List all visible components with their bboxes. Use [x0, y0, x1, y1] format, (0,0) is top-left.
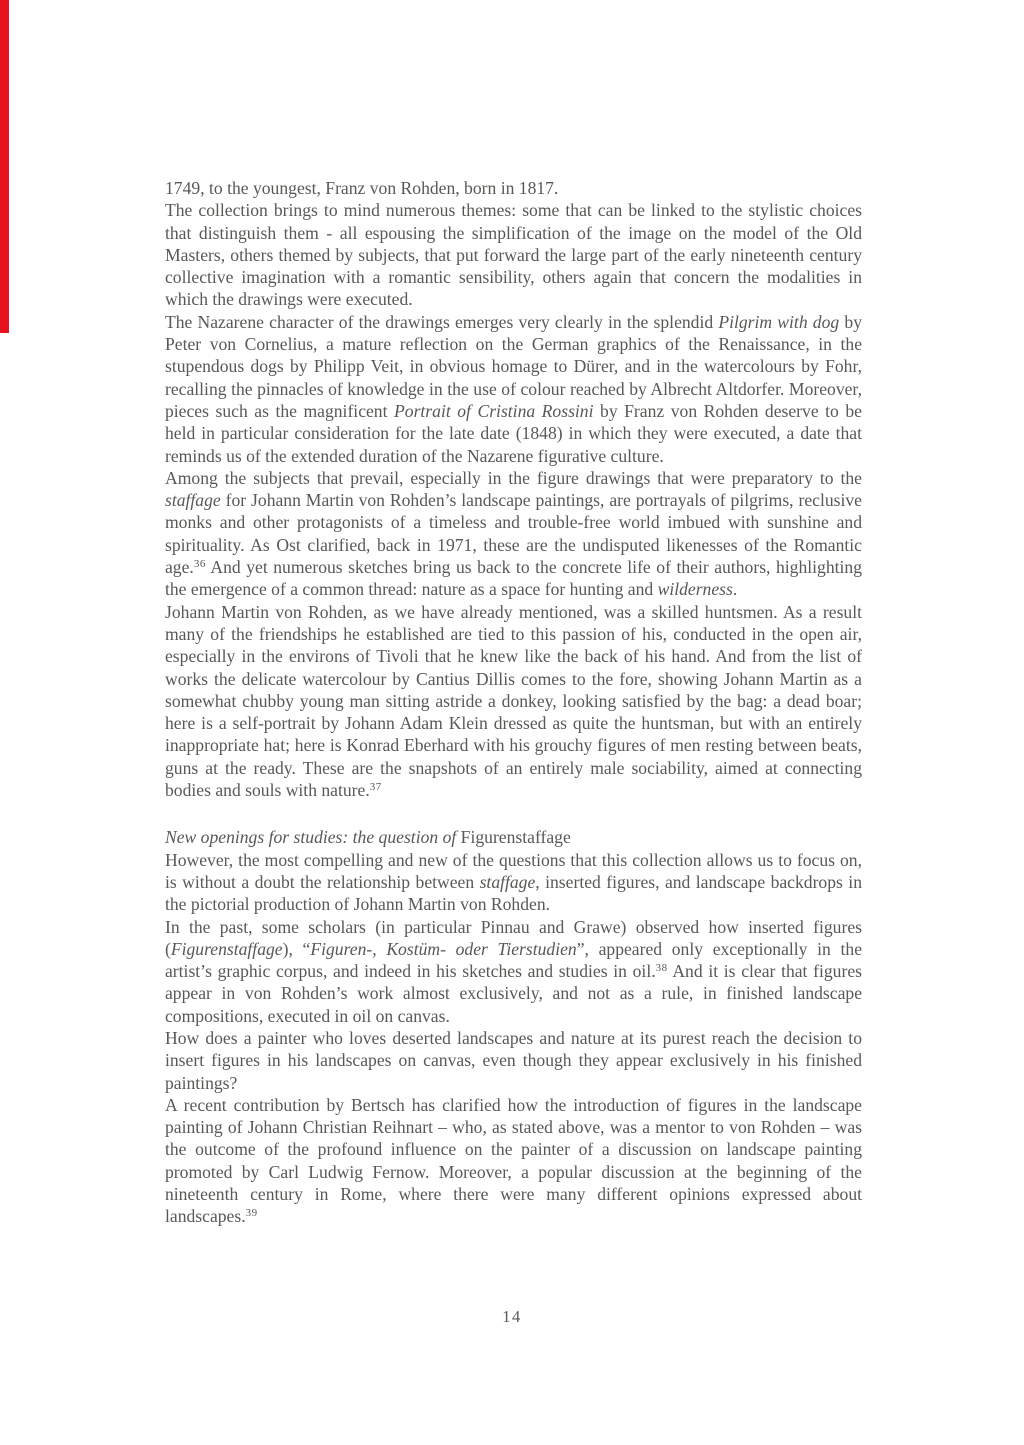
paragraph — [165, 467, 862, 601]
text-run: Johann Martin von Rohden, as we have already mentioned, was a skilled huntsmen. As a result many of the friendships he established are tied to this passion of his, conducted in the open air, especially in the environs of Tivoli that he knew like the back of his hand. And from the list of works the delicate watercolour by Cantius Dillis comes to the fore, showing Johann Martin as a somewhat chubby young man sitting astride a donkey, looking satisfied by the bag: a dead boar; here is a self-portrait by Johann Adam Klein dressed as quite the huntsman, but with an entirely inappropriate hat; here is Konrad Eberhard with his grouchy figures of men resting between beats, guns at the ready. These are the snapshots of an entirely male sociability, aimed at connecting bodies and souls with nature. — [165, 601, 862, 801]
text-run: Figurenstaffage — [460, 827, 571, 848]
section-heading — [165, 826, 862, 848]
text-run: ”, appeared only exceptionally in the artist’s graphic corpus, and indeed in his sketches and studies in oil. — [165, 938, 862, 982]
text-run: Figuren-, Kostüm- oder Tierstudien — [310, 938, 577, 959]
text-run: staffage — [165, 490, 221, 511]
footnote-reference: 39 — [245, 1207, 258, 1220]
text-run: New openings for studies: the question of — [165, 827, 461, 848]
paragraph — [165, 177, 862, 199]
footnote-reference: 37 — [369, 781, 382, 794]
text-run: And yet numerous sketches bring us back to the concrete life of their authors, highlighting the emergence of a common thread: nature as a space for hunting and — [165, 557, 862, 600]
text-run: wilderness — [657, 579, 733, 600]
paragraph — [165, 1027, 862, 1094]
text-run: The collection brings to mind numerous themes: some that can be linked to the stylistic choices that distinguish them - all espousing the simplification of the image on the model of the Old Masters, others themed by subjects, that put forward the large part of the early nineteenth century collective imagination with a romantic sensibility, others again that concern the modalities in which the drawings were executed. — [165, 200, 862, 310]
text-block — [165, 177, 862, 1228]
text-run: for Johann Martin von Rohden’s landscape paintings, are portrayals of pilgrims, reclusive monks and other protagonists of a timeless and trouble-free world imbued with sunshine and spirituality. As Ost clarified, back in 1971, these are the undisputed likenesses of the Romantic age. — [165, 490, 862, 578]
text-run: Figurenstaffage — [170, 938, 283, 959]
footnote-reference: 36 — [193, 558, 206, 571]
text-run: Portrait of Cristina Rossini — [394, 400, 594, 421]
text-run: The Nazarene character of the drawings emerges very clearly in the splendid — [165, 311, 719, 332]
text-run: by Franz von Rohden deserve to be held in particular consideration for the late date (1848) in which they were executed, a date that reminds us of the extended duration of the Nazarene figurative culture. — [165, 400, 862, 466]
paragraph — [165, 199, 862, 310]
text-run: by Peter von Cornelius, a mature reflection on the German graphics of the Renaissance, in the stupendous dogs by Philipp Veit, in obvious homage to Dürer, and in the watercolours by Fohr, recalling the pinnacles of knowledge in the use of colour reached by Albrecht Altdorfer. Moreover, pieces such as the magnificent — [165, 311, 862, 421]
paragraph — [165, 1094, 862, 1228]
text-run: . — [732, 579, 738, 600]
text-run: A recent contribution by Bertsch has clarified how the introduction of figures in the landscape painting of Johann Christian Reihnart – who, as stated above, was a mentor to von Rohden – was the outcome of the profound influence on the painter of a discussion on landscape painting promoted by Carl Ludwig Fernow. Moreover, a popular discussion at the beginning of the nineteenth century in Rome, where there were many different opinions expressed about landscapes. — [165, 1094, 862, 1227]
text-run: ), “ — [282, 938, 311, 959]
text-run: However, the most compelling and new of the questions that this collection allows us to focus on, is without a doubt the relationship between — [165, 849, 862, 892]
paragraph — [165, 916, 862, 1027]
paragraph — [165, 601, 862, 802]
paragraph — [165, 849, 862, 916]
text-run: staffage — [479, 871, 536, 892]
text-run: 1749, to the youngest, Franz von Rohden, born in 1817. — [165, 178, 559, 198]
footnote-reference: 38 — [655, 962, 668, 975]
red-edge-stripe — [0, 0, 9, 333]
text-run: Among the subjects that prevail, especially in the figure drawings that were preparatory to the — [165, 467, 862, 488]
text-run: , inserted figures, and landscape backdrops in the pictorial production of Johann Martin von Rohden. — [165, 871, 862, 915]
text-run: And it is clear that figures appear in von Rohden’s work almost exclusively, and not as a rule, in finished landscape compositions, executed in oil on canvas. — [165, 961, 862, 1026]
paragraph — [165, 311, 862, 467]
text-run: In the past, some scholars (in particular Pinnau and Grawe) observed how inserted figures ( — [165, 916, 862, 959]
page-number: 14 — [502, 1307, 522, 1326]
text-run: How does a painter who loves deserted landscapes and nature at its purest reach the decision to insert figures in his landscapes on canvas, even though they appear exclusively in his finished paintings? — [165, 1027, 862, 1093]
text-run: Pilgrim with dog — [718, 311, 840, 332]
